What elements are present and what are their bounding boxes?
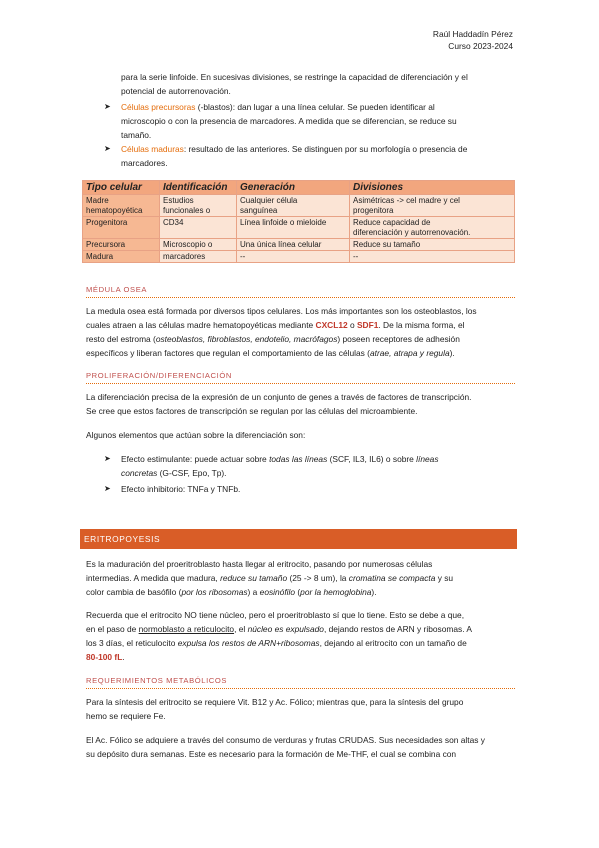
section-band-eritropoyesis: ERITROPOYESIS	[80, 529, 517, 549]
section-divider	[86, 383, 515, 384]
bullet-estimulante: ➤ Efecto estimulante: puede actuar sobre todas las líneas (SCF, IL3, IL6) o sobre líneas concretas (G-CSF, Epo, Tp).	[104, 454, 439, 478]
requerimientos-paragraph-2: El Ac. Fólico se adquiere a través del consumo de verduras y frutas CRUDAS. Sus necesidades son altas y su depósito dura semanas. Este es necesario para la formación de Me-THF, el cual se combina con	[86, 735, 485, 759]
table-cell: Precursora	[83, 239, 160, 251]
table-cell: Madre hematopoyética	[83, 195, 160, 217]
table-cell: Progenitora	[83, 217, 160, 239]
section-title-requerimientos: REQUERIMIENTOS METABÓLICOS	[86, 676, 228, 685]
table-cell: Línea linfoide o mieloide	[237, 217, 350, 239]
table-header-cell: Identificación	[160, 181, 237, 195]
table-cell: --	[237, 251, 350, 263]
arrow-bullet-icon: ➤	[104, 484, 111, 493]
bullet-precursoras: ➤ Células precursoras (-blastos): dan lugar a una línea celular. Se pueden identificar al microscopio o con la presencia de marcadores. A medida que se diferencian, se reduce su tamaño.	[104, 102, 457, 140]
table-cell: Reduce su tamaño	[350, 239, 515, 251]
section-title-medula: MÉDULA OSEA	[86, 285, 148, 294]
table-cell: marcadores	[160, 251, 237, 263]
table-row	[83, 251, 515, 263]
table-cell: Cualquier célula sanguínea	[237, 195, 350, 217]
arrow-bullet-icon: ➤	[104, 102, 111, 111]
table-cell: CD34	[160, 217, 237, 239]
table-header-cell: Generación	[237, 181, 350, 195]
table-cell: --	[350, 251, 515, 263]
requerimientos-paragraph-1: Para la síntesis del eritrocito se requiere Vit. B12 y Ac. Fólico; mientras que, para la síntesis del grupo hemo se requiere Fe.	[86, 697, 464, 721]
table-row	[83, 195, 515, 217]
section-divider	[86, 688, 515, 689]
table-cell: Una única línea celular	[237, 239, 350, 251]
table-cell: Estudios funcionales o	[160, 195, 237, 217]
header-course: Curso 2023-2024	[448, 41, 513, 51]
eritropoyesis-paragraph-1: Es la maduración del proeritroblasto hasta llegar al eritrocito, pasando por numerosas células intermedias. A medida que madura, reduce su tamaño (25 -> 8 um), la cromatina se compacta y su color cambia de basófilo (por los ribosomas) a eosinófilo (por la hemoglobina).	[86, 559, 454, 597]
intro-line-2: potencial de autorrenovación.	[121, 86, 231, 96]
proliferacion-intro: Algunos elementos que actúan sobre la diferenciación son:	[86, 430, 306, 440]
table-header-cell: Tipo celular	[83, 181, 160, 195]
cell-type-table	[82, 180, 515, 263]
table-header-row	[83, 181, 515, 195]
arrow-bullet-icon: ➤	[104, 454, 111, 463]
section-title-proliferacion: PROLIFERACIÓN/DIFERENCIACIÓN	[86, 371, 232, 380]
medula-paragraph: La medula osea está formada por diversos tipos celulares. Los más importantes son los osteoblastos, los cuales atraen a las células madre hematopoyéticas mediante CXCL12 o SDF1. De la misma forma, el resto del estroma (osteoblastos, fibroblastos, endotelio, macrófagos) poseen receptores de adhesión específicos y liberan factores que regulan el comportamiento de las células (atrae, atrapa y regula).	[86, 306, 477, 358]
section-divider	[86, 297, 515, 298]
table-cell: Madura	[83, 251, 160, 263]
proliferacion-paragraph: La diferenciación precisa de la expresión de un conjunto de genes a través de factores de transcripción. Se cree que estos factores de transcripción se regulan por las células del microambiente.	[86, 392, 472, 416]
table-row	[83, 217, 515, 239]
arrow-bullet-icon: ➤	[104, 144, 111, 153]
table-row	[83, 239, 515, 251]
table-cell: Reduce capacidad de diferenciación y autorrenovación.	[350, 217, 515, 239]
header-author: Raúl Haddadín Pérez	[432, 29, 513, 39]
bullet-inhibitorio: ➤ Efecto inhibitorio: TNFa y TNFb.	[104, 484, 241, 494]
table-header-cell: Divisiones	[350, 181, 515, 195]
bullet-maduras: ➤ Células maduras: resultado de las anteriores. Se distinguen por su morfología o presencia de marcadores.	[104, 144, 468, 168]
table-cell: Asimétricas -> cel madre y cel progenitora	[350, 195, 515, 217]
table-cell: Microscopio o	[160, 239, 237, 251]
eritropoyesis-paragraph-2: Recuerda que el eritrocito NO tiene núcleo, pero el proeritroblasto sí que lo tiene. Esto se debe a que, en el paso de normoblasto a reticulocito, el núcleo es expulsado, dejando restos de ARN y ribosomas. A los 3 días, el reticulocito expulsa los restos de ARN+ribosomas, dejando al eritrocito con un tamaño de 80-100 fL.	[86, 610, 472, 662]
intro-line-1: para la serie linfoide. En sucesivas divisiones, se restringe la capacidad de diferenciación y el	[121, 72, 468, 82]
